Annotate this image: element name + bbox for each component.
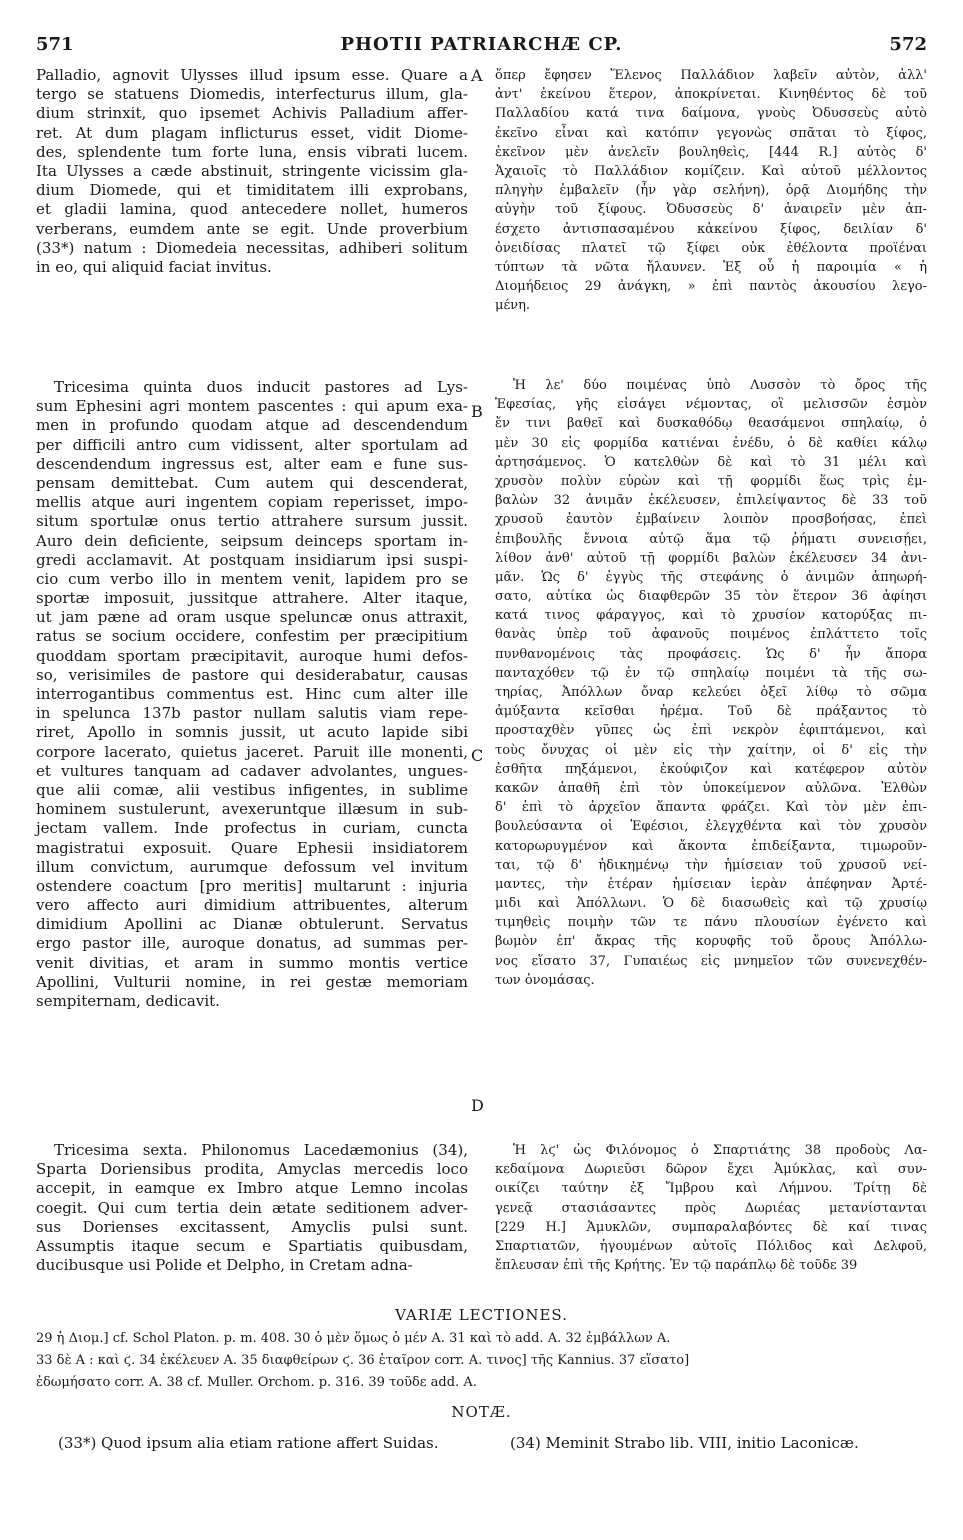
- text-line: Παλλαδίου κατά τινα δαίμονα, γνοὺς Ὀδυσσεὺς αὐτὸ: [495, 106, 927, 122]
- text-line: Σπαρτιατῶν, ἡγουμένων αὐτοῖς Πόλιδος καὶ Δελφοῦ,: [495, 1238, 927, 1254]
- text-line: Ἀχαιοῖς τὸ Παλλάδιον κομίζειν. Καὶ αὐτοῦ μέλλοντος: [495, 163, 927, 179]
- text-line: οικίζει ταύτην ἐξ Ἴμβρου καὶ Λήμνου. Τρίτῃ δὲ: [495, 1181, 927, 1197]
- text-line: έσχετο ἀντισπασαμένου κἀκείνου ξίφος, δειλίαν δ': [495, 221, 927, 237]
- text-line: Auro dein deficiente, seipsum deinceps sportam in-: [36, 531, 468, 550]
- page-number-right: 572: [889, 34, 927, 55]
- text-line: Tricesima sexta. Philonomus Lacedæmonius (34),: [54, 1141, 468, 1159]
- text-line: coegit. Qui cum tertia dein ætate seditionem adver-: [36, 1198, 468, 1217]
- variant-reading-line: 29 ἡ Διομ.] cf. Schol Platon. p. m. 408. 30 ὁ μὲν ὅμως ὁ μέν A. 31 καὶ τὸ add. A. 32 ἐμβάλλων A.: [36, 1331, 671, 1346]
- text-line: situm sportulæ onus tertio attrahere sursum jussit.: [36, 512, 468, 531]
- section-marker-d: D: [471, 1096, 484, 1115]
- text-line: κατορωρυγμένον καὶ ἄκοντα ἐπιδείξαντα, τιμωροῦν-: [495, 838, 927, 854]
- text-line: Διομήδειος 29 ἀνάγκη, » ἐπὶ παντὸς ἀκουσίου λεγο-: [495, 279, 927, 295]
- section-marker-b: B: [471, 402, 483, 421]
- text-line: ἐπιβουλῆς ἔννοια αὐτῷ ἅμα τῷ ῥήματι συνεισῄει,: [495, 531, 927, 547]
- text-line: Ἡ λϛ' ὡς Φιλόνομος ὁ Σπαρτιάτης 38 προδοὺς Λα-: [513, 1143, 927, 1158]
- text-line: πυνθανομένοις τὰς προφάσεις. Ὡς δ' ἦν ἄπορα: [495, 646, 927, 662]
- text-line: πανταχόθεν τῷ ἐν τῷ σπηλαίῳ ποιμένι τὰ τῆς σω-: [495, 665, 927, 681]
- section-marker-a: A: [471, 66, 483, 85]
- text-line: μὲν 30 εἰς φορμίδα κατιέναι ἐνέδυ, ὁ δὲ καθίει κάλῳ: [495, 435, 927, 451]
- note-34: (34) Meminit Strabo lib. VIII, initio Laconicæ.: [510, 1434, 859, 1452]
- text-line: sempiternam, dedicavit.: [36, 992, 220, 1010]
- text-line: tergo se statuens Diomedis, interfecturus illum, gla-: [36, 85, 468, 104]
- text-line: verberans, eumdem ante se egit. Unde proverbium: [36, 219, 468, 238]
- text-line: descendendum ingressus est, alter eam e fune sus-: [36, 454, 468, 473]
- text-line: ἐκεῖνο εἶναι καὶ κατόπιν γεγονὼς σπᾶται τὸ ξίφος,: [495, 125, 927, 141]
- text-line: dium Diomede, qui et timiditatem illi exprobans,: [36, 181, 468, 200]
- text-line: μᾶν. Ὡς δ' ἐγγὺς τῆς στεφάνης ὁ ἀνιμῶν ἀπηωρή-: [495, 569, 927, 585]
- text-line: in eo, qui aliquid faciat invitus.: [36, 257, 272, 276]
- running-title: PHOTII PATRIARCHÆ CP.: [340, 34, 623, 55]
- text-line: ret. At dum plagam inflicturus esset, vidit Diome-: [36, 123, 468, 142]
- text-line: ut jam pæne ad oram usque speluncæ onus attraxit,: [36, 608, 468, 627]
- text-line: γενεᾷ στασιάσαντες πρὸς Δωριέας μετανίστανται: [495, 1200, 927, 1216]
- text-line: mellis atque auri ingentem copiam reperisset, impo-: [36, 493, 468, 512]
- text-line: dimidium Apollini ac Dianæ obtulerunt. Servatus: [36, 915, 468, 934]
- text-line: κατά τινος φάραγγος, καὶ τὸ χρυσίον κατορύξας πι-: [495, 608, 927, 624]
- text-line: illum convictum, aurumque defossum vel invitum: [36, 857, 468, 876]
- text-line: riret, Apollo in somnis jussit, ut acuto lapide sibi: [36, 723, 468, 742]
- text-line: ἐσθῆτα πηξάμενοι, ἐκούφιζον καὶ κατέφερον αὐτὸν: [495, 761, 927, 777]
- text-line: per difficili antro cum vidissent, alter sportulam ad: [36, 435, 468, 454]
- greek-paragraph-2: [495, 376, 927, 990]
- text-line: et gladii lamina, quod antecedere nollet, humeros: [36, 200, 468, 219]
- text-line: Palladio, agnovit Ulysses illud ipsum esse. Quare a: [36, 66, 468, 84]
- text-line: μαντες, τὴν ἑτέραν ἡμίσειαν ἱερὰν ἀπέφηναν Ἀρτέ-: [495, 876, 927, 892]
- text-line: sportæ imposuit, jussitque attrahere. Alter itaque,: [36, 589, 468, 608]
- latin-paragraph-3: [36, 1141, 468, 1275]
- text-line: βαλὼν 32 ἀνιμᾶν ἐκέλευσεν, ἐπιλείψαντος δὲ 33 τοῦ: [495, 493, 927, 509]
- text-line: ratus se socium occidere, confestim per præcipitium: [36, 627, 468, 646]
- text-line: men in profundo quodam atque ad descendendum: [36, 416, 468, 435]
- text-line: Tricesima quinta duos inducit pastores ad Lys-: [54, 378, 468, 396]
- greek-paragraph-3: [495, 1141, 927, 1275]
- text-line: sum Ephesini agri montem pascentes : qui apum exa-: [36, 397, 468, 416]
- text-line: ostendere coactum [pro meritis] multarunt : injuria: [36, 876, 468, 895]
- text-line: (33*) natum : Diomedeia necessitas, adhiberi solitum: [36, 238, 468, 257]
- text-line: τηρίας, Ἀπόλλων ὄναρ κελεύει ὀξεῖ λίθῳ τὸ σῶμα: [495, 685, 927, 700]
- text-line: ergo pastor ille, auroque donatus, ad summas per-: [36, 934, 468, 953]
- text-line: in spelunca 137b pastor nullam salutis viam repe-: [36, 704, 468, 723]
- text-line: κεδαίμονα Δωριεῦσι δῶρον ἔχει Ἀμύκλας, καὶ συν-: [495, 1162, 927, 1178]
- text-line: interrogantibus commentus est. Hinc cum alter ille: [36, 685, 468, 703]
- greek-paragraph-1: [495, 66, 927, 315]
- text-line: cio cum verbo illo in mentem venit, lapidem pro se: [36, 569, 468, 588]
- text-line: pensam demittebat. Cum autem qui descenderat,: [36, 473, 468, 492]
- text-line: corpore lacerato, quietus jaceret. Paruit ille monenti,: [36, 742, 468, 761]
- text-line: δ' ἐπὶ τὸ ἀρχεῖον ἅπαντα φράζει. Καὶ τὸν μὲν ἐπι-: [495, 800, 927, 816]
- text-line: jectam vallem. Inde profectus in curiam, cuncta: [36, 819, 468, 838]
- text-line: Ἡ λε' δύο ποιμένας ὑπὸ Λυσσὸν τὸ ὄρος τῆς: [513, 378, 927, 393]
- text-line: hominem sustulerunt, avexeruntque illæsum in sub-: [36, 800, 468, 819]
- text-line: αὐγὴν τοῦ ξίφους. Ὀδυσσεὺς δ' ἀναιρεῖν μὲν ἀπ-: [495, 202, 927, 218]
- text-line: των ὀνομάσας.: [495, 972, 595, 988]
- text-line: ἐκεῖνον μὲν ἀνελεῖν βουληθεὶς, [444 R.] αὐτὸς δ': [495, 144, 927, 160]
- text-line: ὅπερ ἔφησεν Ἕλενος Παλλάδιον λαβεῖν αὐτὸν, ἀλλ': [495, 68, 927, 83]
- text-line: θανὰς ὑπὲρ τοῦ ἀφανοῦς ποιμένος ἐπλάττετο τοῖς: [495, 627, 927, 643]
- variae-lectiones-heading: VARIÆ LECTIONES.: [395, 1306, 568, 1324]
- text-line: κακῶν ἀπαθῆ ἐπὶ τὸν ὑποκείμενον αὐλῶνα. Ἐλθὼν: [495, 780, 927, 796]
- text-line: νος εἵσατο 37, Γυπαιέως εἰς μνημεῖον τῶν συνενεχθέν-: [495, 953, 927, 969]
- text-line: χρυσὸν πολὺν εὑρὼν καὶ τῇ φορμίδι ἕως τρὶς ἐμ-: [495, 473, 927, 489]
- text-line: ἀντ' ἐκείνου ἕτερον, ἀποκρίνεται. Κινηθέντος δὲ τοῦ: [495, 87, 927, 103]
- text-line: τιμηθεὶς ποιμὴν τῶν τε πάνυ πλουσίων ἐγένετο καὶ: [495, 915, 927, 931]
- text-line: ἔν τινι βαθεῖ καὶ δυσκαθόδῳ θεασάμενοι σπηλαίῳ, ὁ: [495, 416, 927, 432]
- variant-reading-line: 33 δὲ A : καὶ ϛ. 34 ἐκέλευεν A. 35 διαφθείρων ϛ. 36 ἑταῖρον corr. A. τινος] τῆς Kannius. 37 εἵσατο]: [36, 1353, 690, 1368]
- text-line: ἔπλευσαν ἐπὶ τῆς Κρήτης. Ἐν τῷ παράπλῳ δὲ τοῦδε 39: [495, 1258, 858, 1274]
- note-33: (33*) Quod ipsum alia etiam ratione affert Suidas.: [58, 1434, 439, 1452]
- text-line: gredi acclamavit. At postquam insidiarum ipsi suspi-: [36, 550, 468, 569]
- text-line: Ita Ulysses a cæde abstinuit, stringente vicissim gla-: [36, 161, 468, 180]
- text-line: λίθον ἀνθ' αὐτοῦ τῇ φορμίδι βαλὼν ἐκέλευσεν 34 ἀνι-: [495, 550, 927, 566]
- text-line: χρυσοῦ ἑαυτὸν ἐμβαίνειν λοιπὸν προσβοήσας, ἐπεὶ: [495, 512, 927, 528]
- page-number-left: 571: [36, 34, 74, 55]
- text-line: Sparta Doriensibus prodita, Amyclas mercedis loco: [36, 1160, 468, 1179]
- text-line: ται, τῷ δ' ἠδικημένῳ τὴν ἡμίσειαν τοῦ χρυσοῦ νεί-: [495, 857, 927, 873]
- text-line: προσταχθὲν γῦπες ὡς ἐπὶ νεκρὸν ἐφιπτάμενοι, καὶ: [495, 723, 927, 739]
- text-line: que alii comæ, alii vestibus infigentes, in sublime: [36, 780, 468, 799]
- latin-paragraph-1: [36, 66, 468, 277]
- text-line: ἀμύξαντα κεῖσθαι ἠρέμα. Τοῦ δὲ πράξαντος τὸ: [495, 704, 927, 720]
- text-line: ἀρτησάμενος. Ὁ κατελθὼν δὲ καὶ τὸ 31 μέλι καὶ: [495, 454, 927, 470]
- text-line: Apollini, Vulturii nomine, in rei gestæ memoriam: [36, 972, 468, 991]
- text-line: μένη.: [495, 298, 531, 314]
- text-line: magistratui exposuit. Quare Ephesii insidiatorem: [36, 838, 468, 857]
- text-line: accepit, in eamque ex Imbro atque Lemno incolas: [36, 1179, 468, 1198]
- text-line: Assumptis itaque secum e Spartiatis quibusdam,: [36, 1236, 468, 1255]
- text-line: [229 H.] Ἀμυκλῶν, συμπαραλαβόντες δὲ καί τινας: [495, 1219, 927, 1235]
- text-line: σατο, αὐτίκα ὡς διαφθερῶν 35 τὸν ἕτερον 36 ἀφίησι: [495, 589, 927, 605]
- text-line: βωμὸν ἐπ' ἄκρας τῆς κορυφῆς τοῦ ὄρους Ἀπόλλω-: [495, 934, 927, 950]
- text-line: Ἐφεσίας, γῆς εἰσάγει νέμοντας, οἳ μελισσῶν ἑσμὸν: [495, 397, 927, 413]
- text-line: sus Dorienses excitassent, Amyclis pulsi sunt.: [36, 1217, 468, 1236]
- latin-paragraph-2: [36, 378, 468, 1011]
- text-line: et vultures tanquam ad cadaver advolantes, ungues-: [36, 761, 468, 780]
- text-line: quoddam sportam præcipitavit, auroque humi defos-: [36, 646, 468, 665]
- variant-reading-line: ἐδωμήσατο corr. A. 38 cf. Muller. Orchom. p. 316. 39 τοῦδε add. A.: [36, 1375, 477, 1390]
- text-line: τοὺς ὄνυχας οἱ μὲν εἰς τὴν χαίτην, οἱ δ' εἰς τὴν: [495, 742, 927, 758]
- text-line: βουλεύσαντα οἱ Ἐφέσιοι, ἐλεγχθέντα καὶ τὸν χρυσὸν: [495, 819, 927, 835]
- text-line: τύπτων τὰ νῶτα ἤλαυνεν. Ἐξ οὗ ἡ παροιμία « ἡ: [495, 259, 927, 275]
- text-line: venit divitias, et aram in summo montis vertice: [36, 953, 468, 972]
- text-line: μιδι καὶ Ἀπόλλωνι. Ὁ δὲ διασωθεὶς καὶ τῷ χρυσίῳ: [495, 896, 927, 912]
- notae-heading: NOTÆ.: [451, 1403, 512, 1421]
- text-line: πληγὴν ἐμβαλεῖν (ἦν γὰρ σελήνη), ὁρᾷ Διομήδης τὴν: [495, 183, 927, 199]
- text-line: ducibusque usi Polide et Delpho, in Cretam adna-: [36, 1256, 413, 1275]
- text-line: des, splendente tum forte luna, ensis vibrati lucem.: [36, 142, 468, 161]
- text-line: dium strinxit, quo ipsemet Achivis Palladium affer-: [36, 104, 468, 123]
- section-marker-c: C: [471, 746, 484, 765]
- text-line: so, verisimiles de pastore qui desiderabatur, causas: [36, 665, 468, 684]
- text-line: ὀνειδίσας πλατεῖ τῷ ξίφει οὐκ ἐθέλοντα προϊέναι: [495, 240, 927, 256]
- text-line: vero affecto auri dimidium attribuentes, alterum: [36, 896, 468, 915]
